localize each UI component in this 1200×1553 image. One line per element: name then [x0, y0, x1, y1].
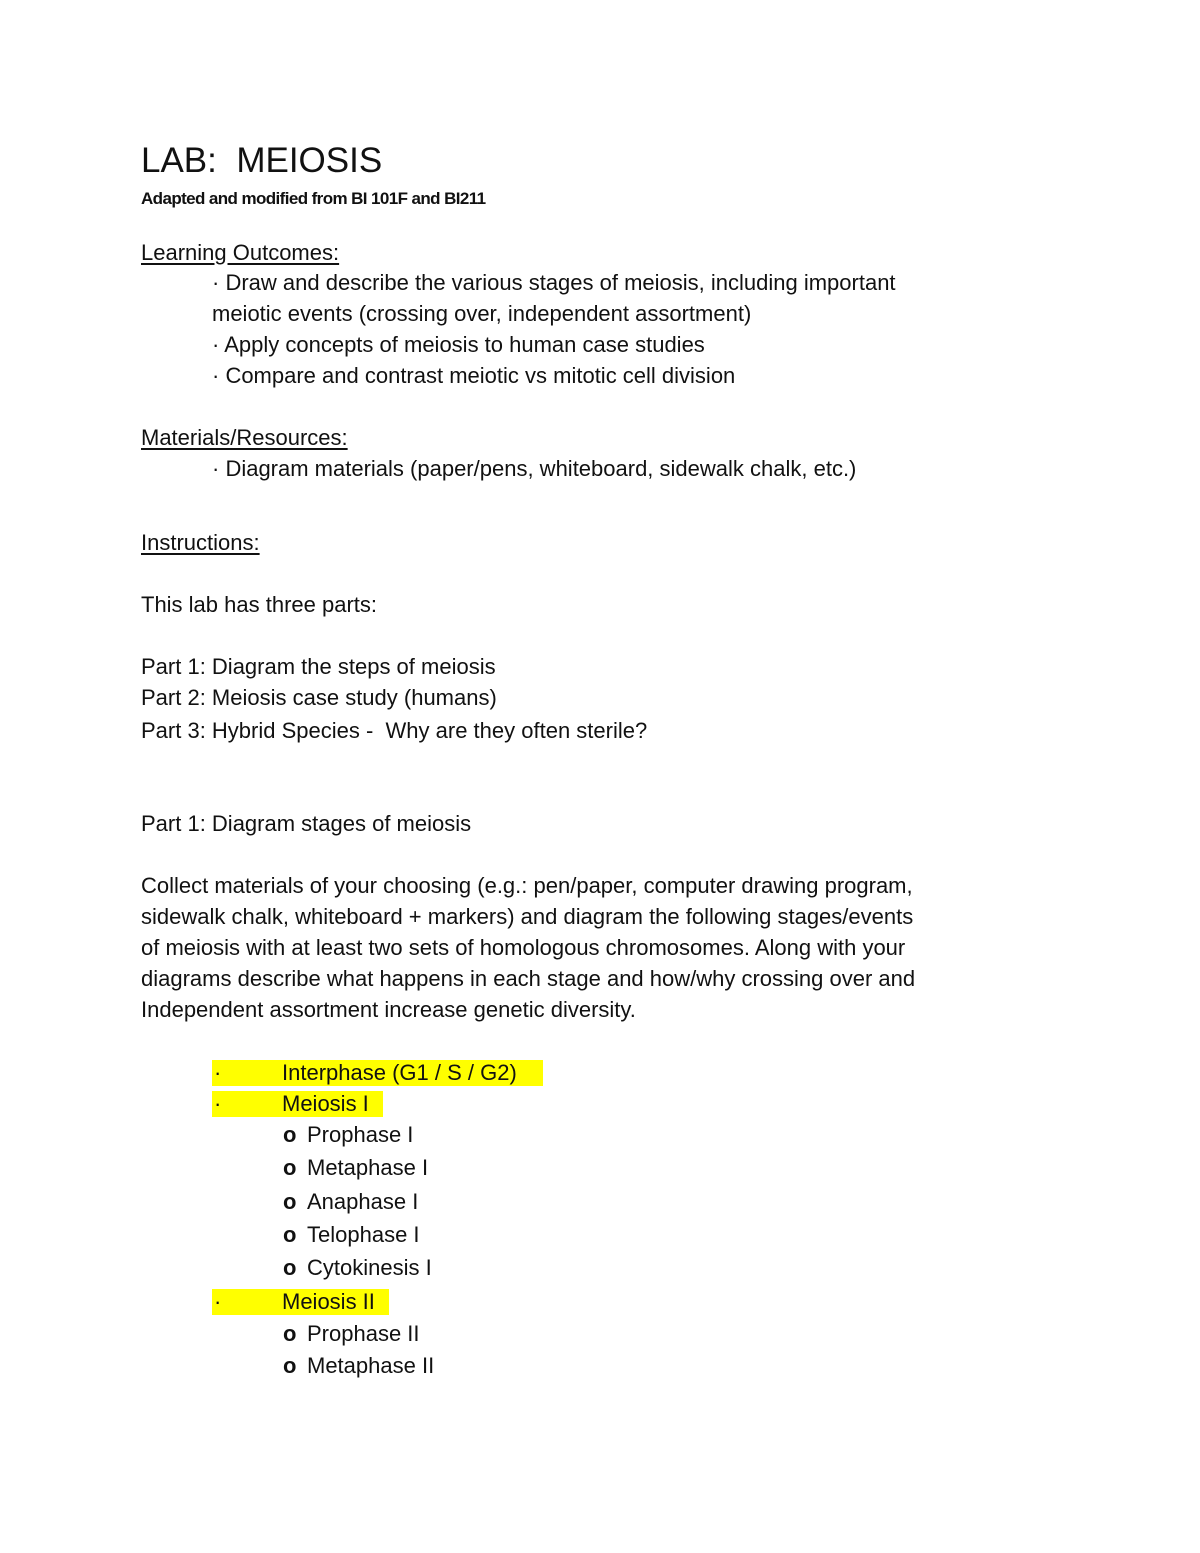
sub-stage-item	[283, 1253, 432, 1283]
sub-stage-item	[283, 1220, 420, 1250]
sub-stage-item	[283, 1319, 420, 1349]
sub-stage-label: Anaphase I	[307, 1189, 419, 1214]
learning-outcome-line: meiotic events (crossing over, independent assortment)	[212, 301, 752, 326]
sub-stage-item	[283, 1153, 428, 1183]
sub-bullet-o: o	[283, 1189, 297, 1214]
part1-paragraph-line: of meiosis with at least two sets of homologous chromosomes. Along with your	[141, 935, 906, 960]
stage-meiosis-2	[212, 1289, 389, 1315]
sub-stage-label: Prophase I	[307, 1122, 414, 1147]
instructions-intro: This lab has three parts:	[141, 592, 378, 617]
sub-stage-item	[283, 1120, 413, 1150]
part1-paragraph-line: diagrams describe what happens in each stage and how/why crossing over and	[141, 966, 916, 991]
part1-heading: Part 1: Diagram stages of meiosis	[141, 811, 472, 836]
sub-stage-label: Telophase I	[307, 1222, 420, 1247]
instruction-part: Part 1: Diagram the steps of meiosis	[141, 654, 496, 679]
sub-bullet-o: o	[283, 1122, 297, 1147]
instruction-part: Part 2: Meiosis case study (humans)	[141, 685, 497, 710]
bullet-dot: ·	[214, 1289, 222, 1314]
stage-interphase	[212, 1060, 543, 1086]
learning-outcome-line: · Draw and describe the various stages of meiosis, including important	[212, 270, 896, 295]
stage-meiosis-1	[212, 1091, 383, 1117]
sub-bullet-o: o	[283, 1255, 297, 1280]
sub-stage-label: Cytokinesis I	[307, 1255, 432, 1280]
instruction-part: Part 3: Hybrid Species - Why are they often sterile?	[141, 718, 648, 743]
learning-outcome-line: · Compare and contrast meiotic vs mitotic cell division	[212, 363, 736, 388]
bullet-dot: ·	[214, 1091, 222, 1116]
materials-line: · Diagram materials (paper/pens, whiteboard, sidewalk chalk, etc.)	[212, 456, 857, 481]
learning-outcome-line: · Apply concepts of meiosis to human case studies	[212, 332, 705, 357]
stage-label: Meiosis II	[282, 1289, 375, 1314]
sub-stage-label: Prophase II	[307, 1321, 420, 1346]
sub-stage-item	[283, 1187, 418, 1217]
part1-paragraph-line: Collect materials of your choosing (e.g.: pen/paper, computer drawing program,	[141, 873, 913, 898]
instructions-heading: Instructions:	[141, 530, 260, 555]
sub-bullet-o: o	[283, 1222, 297, 1247]
bullet-dot: ·	[214, 1060, 222, 1085]
part1-paragraph-line: sidewalk chalk, whiteboard + markers) and diagram the following stages/events	[141, 904, 914, 929]
learning-outcomes-heading: Learning Outcomes:	[141, 240, 340, 265]
sub-bullet-o: o	[283, 1353, 297, 1378]
sub-stage-label: Metaphase II	[307, 1353, 435, 1378]
sub-bullet-o: o	[283, 1321, 297, 1346]
page-subtitle: Adapted and modified from BI 101F and BI211	[141, 189, 486, 208]
sub-stage-item	[283, 1351, 434, 1381]
materials-heading: Materials/Resources:	[141, 425, 348, 450]
stage-label: Interphase (G1 / S / G2)	[282, 1060, 517, 1085]
part1-paragraph-line: Independent assortment increase genetic diversity.	[141, 997, 636, 1022]
stage-label: Meiosis I	[282, 1091, 369, 1116]
page-title: LAB: MEIOSIS	[141, 141, 383, 180]
sub-stage-label: Metaphase I	[307, 1155, 429, 1180]
sub-bullet-o: o	[283, 1155, 297, 1180]
